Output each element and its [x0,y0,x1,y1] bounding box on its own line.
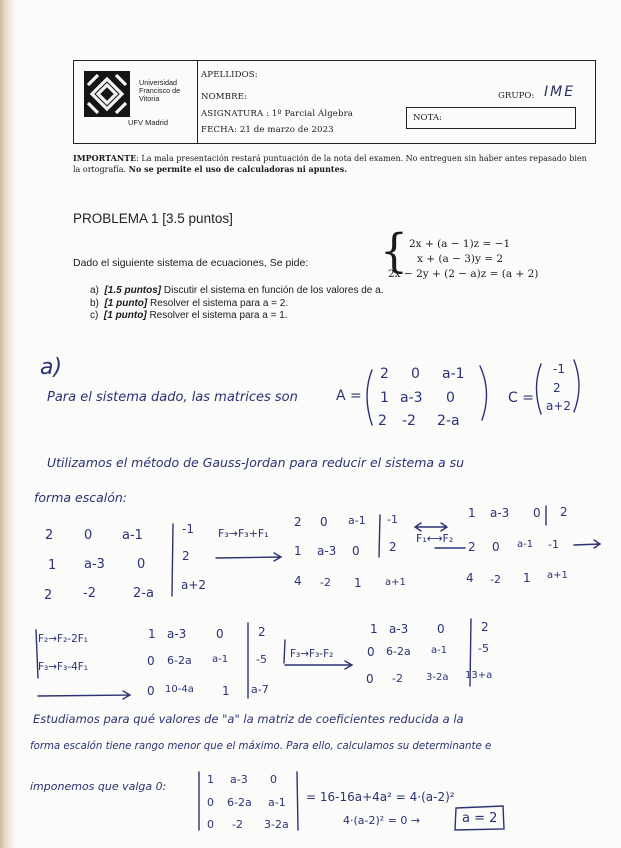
matrix-cell: 0 [270,773,277,786]
answer-a-label: a) [40,355,63,380]
task-points: [1 punto] [104,297,148,309]
matrix-cell: 1 [222,684,230,698]
matrix-cell: -2 [320,576,331,589]
matrix-cell: 10-4a [165,684,194,695]
matrix-cell: 6-2a [167,654,192,667]
matrix-cell: a-1 [517,539,534,550]
matrix-cell: 1 [354,576,362,590]
matrix-c-label: C = [508,390,534,406]
matrix-cell: a-1 [212,654,229,665]
matrix-cell: -1 [553,362,565,376]
matrix-cell: a-1 [348,514,366,527]
op1-arrow [216,553,281,561]
task-points: [1.5 puntos] [104,285,162,296]
study-line-3: imponemos que valga 0: [30,780,167,793]
row-operation-1: F₃→F₃+F₁ [218,527,269,540]
matrix-cell: a+1 [385,577,406,588]
matrix-cell: 6-2a [227,796,252,809]
matrix-cell: 6-2a [386,645,411,658]
matrix-cell: a-3 [167,627,187,641]
matrix-c-left-paren [537,364,542,414]
matrix-cell: 2 [553,381,561,395]
matrix-cell: 0 [367,645,375,659]
asignatura-field: ASIGNATURA : 1º Parcial Álgebra [201,109,354,119]
row-operation-3b: F₃→F₃-4F₁ [38,661,89,673]
det-right-bar [297,772,298,830]
determinant-result: = 16-16a+4a² = 4·(a-2)² [306,790,455,804]
matrix-cell: 3-2a [426,672,449,683]
matrix-cell: 2 [389,540,397,554]
nombre-label: NOMBRE: [201,92,248,102]
matrix-cell: a+1 [547,570,568,581]
matrix-cell: 0 [147,684,155,698]
matrix-cell: -5 [256,653,267,666]
matrix-a-right-paren [480,366,487,420]
matrix-cell: a-1 [431,645,448,656]
matrix-cell: -1 [387,513,398,526]
matrix-cell: a-3 [230,773,248,786]
important-label: IMPORTANTE [73,153,137,163]
task-points: [1 punto] [103,310,147,321]
aug5-bar [470,619,471,686]
matrix-cell: a-7 [251,683,269,696]
matrix-cell: -2 [392,672,403,685]
matrix-cell: a+2 [181,578,207,592]
matrix-cell: 2 [378,413,387,429]
matrix-cell: 0 [216,627,224,641]
matrix-cell: a-3 [317,544,337,558]
matrix-cell: 0 [207,818,214,831]
matrix-cell: 2-a [437,413,460,429]
task-text: Resolver el sistema para a = 2. [147,297,289,309]
matrix-cell: 1 [294,544,302,558]
equation-3: 2x − 2y + (2 − a)z = (a + 2) [388,268,539,280]
study-line-2: forma escalón tiene rango menor que el máximo. Para ello, calculamos su determinante e [30,741,492,752]
university-name-line: Francisco de [139,86,181,95]
matrix-cell: 2-a [133,586,154,601]
university-name-line: Universidad [139,78,177,87]
continue-arrow [574,540,600,548]
matrix-cell: 1 [148,627,156,641]
task-marker: a) [90,285,99,296]
op3-arrow [38,691,130,699]
matrix-cell: 3-2a [264,818,289,831]
matrix-cell: 2 [258,625,266,639]
op4-arrow [285,661,352,669]
grupo-value: IME [544,84,576,100]
matrix-cell: 2 [44,588,53,603]
university-name-line: Vitoria [139,94,160,103]
logo-caption: UFV Madrid [128,118,169,127]
left-brace: { [380,224,408,279]
equation-1: 2x + (a − 1)z = −1 [409,238,511,250]
matrix-cell: -2 [83,586,96,601]
task-text: Resolver el sistema para a = 1. [146,310,288,321]
matrix-cell: 0 [84,528,93,543]
matrix-cell: 0 [352,544,360,558]
task-marker: b) [90,297,99,309]
important-text: : La mala presentación restará puntuación de la nota del examen. No entreguen sin haber antes repasado bien la ortografía. [73,154,587,174]
matrix-cell: -2 [402,413,416,429]
matrix-cell: a-1 [122,528,143,543]
matrix-cell: 0 [437,622,445,636]
task-text: Discutir el sistema en función de los valores de a. [161,285,384,296]
matrix-cell: 2 [294,515,302,529]
determinant-answer: a = 2 [462,811,498,826]
matrix-cell: 0 [147,654,155,668]
matrix-cell: -1 [182,522,194,536]
answer-box [455,806,504,830]
aug1-bar [172,524,173,596]
matrix-cell: 4 [466,571,474,585]
matrix-cell: 0 [446,390,455,406]
task-marker: c) [90,310,99,321]
row-operation-2: F₁⟷F₂ [416,532,454,545]
matrix-cell: 2 [45,528,54,543]
matrix-a-left-paren [367,370,372,425]
matrix-cell: -5 [478,642,489,655]
matrix-cell: a+2 [546,399,572,413]
matrix-cell: 2 [182,549,190,563]
matrix-a-label: A = [336,388,362,404]
matrix-cell: 4 [294,574,302,588]
matrix-cell: 0 [492,540,500,554]
op4-bar [284,640,285,663]
matrix-cell: 2 [380,366,389,382]
matrix-cell: 1 [370,622,378,636]
matrix-cell: 2 [481,620,489,634]
matrix-cell: 0 [533,506,541,520]
matrix-cell: 2 [468,540,476,554]
matrix-cell: 1 [523,571,531,585]
matrix-cell: 1 [48,558,57,573]
matrix-cell: 0 [320,515,328,529]
op3-bracket [36,630,38,678]
gauss-intro-line-2: forma escalón: [34,490,127,505]
matrix-cell: 2 [560,505,568,519]
matrix-cell: a-3 [400,390,423,406]
row-operation-4: F₃→F₃-F₂ [290,648,334,660]
matrix-cell: 13+a [465,670,493,681]
op2-arrow [415,523,447,531]
nota-label: NOTA: [413,113,442,123]
matrix-cell: a-3 [84,557,105,572]
matrix-cell: 1 [380,390,389,406]
apellidos-label: APELLIDOS: [201,70,258,80]
aug2-bar [379,515,380,557]
row-operation-3a: F₂→F₂-2F₁ [38,633,89,645]
matrix-cell: 0 [137,557,146,572]
matrix-cell: 1 [207,773,214,786]
problem-title: PROBLEMA 1 [3.5 puntos] [73,211,233,226]
matrix-cell: -2 [232,818,243,831]
problem-intro: Dado el siguiente sistema de ecuaciones, Se pide: [73,257,309,269]
study-line-1: Estudiamos para qué valores de "a" la matriz de coeficientes reducida a la [33,712,464,726]
matrix-cell: a-3 [490,506,510,520]
matrices-intro: Para el sistema dado, las matrices son [47,390,298,405]
matrix-c-right-paren [574,360,579,412]
matrix-cell: a-1 [442,366,465,382]
matrix-cell: 0 [366,672,374,686]
matrix-cell: 0 [207,796,214,809]
gauss-intro-line-1: Utilizamos el método de Gauss-Jordan para reducir el sistema a su [47,455,465,470]
matrix-cell: a-1 [268,796,286,809]
grupo-label: GRUPO: [498,91,535,101]
important-bold-tail: No se permite el uso de calculadoras ni apuntes. [128,164,347,174]
matrix-cell: a-3 [389,622,409,636]
matrix-cell: -1 [548,538,559,551]
equation-2: x + (a − 3)y = 2 [417,253,504,265]
fecha-field: FECHA: 21 de marzo de 2023 [201,125,334,135]
matrix-cell: 1 [468,506,476,520]
matrix-cell: 0 [411,366,420,382]
matrix-cell: -2 [490,573,501,586]
determinant-equation: 4·(a-2)² = 0 → [343,814,421,827]
